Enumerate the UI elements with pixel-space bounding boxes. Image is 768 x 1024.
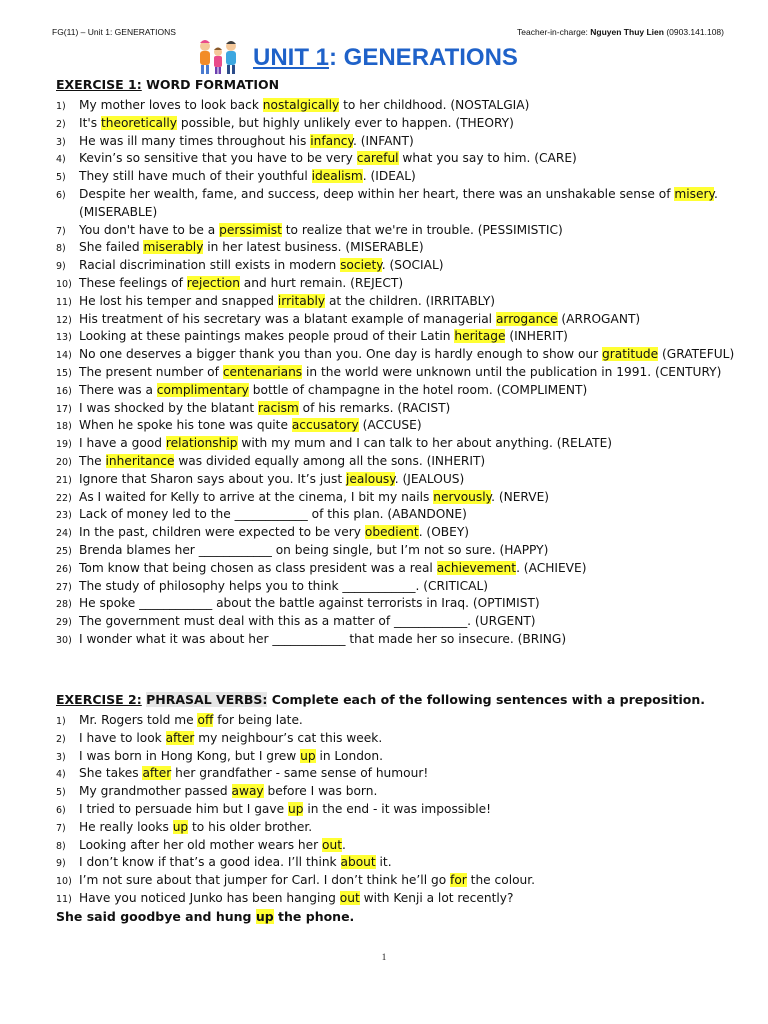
item-number: 10) — [56, 278, 72, 290]
item-number: 25) — [56, 545, 72, 557]
item-text: In the past, children were expected to be very — [79, 525, 365, 540]
item-text: She failed — [79, 240, 144, 255]
item-text: I’m not sure about that jumper for Carl. I don’t think he’ll go — [79, 873, 451, 888]
answer-highlight: heritage — [454, 329, 506, 344]
item-text: These feelings of — [79, 275, 187, 290]
item-number: 29) — [56, 617, 72, 629]
item-number: 4) — [56, 154, 66, 166]
item-text: at the children. (IRRITABLY) — [325, 293, 496, 308]
item-number: 18) — [56, 421, 72, 433]
list-item — [56, 275, 746, 293]
list-item — [56, 765, 746, 783]
list-item — [56, 506, 746, 524]
list-item — [56, 837, 746, 855]
item-text: The study of philosophy helps you to think ____________. (CRITICAL) — [79, 578, 489, 593]
exercise-2-heading: EXERCISE 2: PHRASAL VERBS: Complete each of the following sentences with a preposition. — [56, 692, 705, 707]
answer-highlight: nostalgically — [262, 98, 340, 112]
item-number: 4) — [56, 769, 66, 781]
item-number: 23) — [56, 510, 72, 522]
item-text: with Kenji a lot recently? — [359, 890, 514, 905]
item-text: before I was born. — [263, 784, 378, 799]
list-item — [56, 872, 746, 890]
item-text: . — [342, 837, 346, 852]
item-text: The — [79, 453, 106, 468]
list-item — [56, 150, 746, 168]
list-item — [56, 239, 746, 257]
answer-highlight: relationship — [165, 436, 238, 451]
header-teacher: Teacher-in-charge: Nguyen Thuy Lien (0903.141.108) — [517, 27, 724, 37]
item-number: 7) — [56, 225, 66, 237]
answer-highlight: up — [255, 909, 274, 924]
exercise-2-list — [56, 712, 746, 908]
list-item — [56, 854, 746, 872]
item-number: 1) — [56, 716, 66, 727]
page-number: 1 — [381, 952, 387, 962]
list-item — [56, 730, 746, 748]
item-text: Brenda blames her ____________ on being single, but I’m not so sure. (HAPPY) — [79, 542, 549, 557]
exercise-1-heading: EXERCISE 1: WORD FORMATION — [56, 77, 280, 92]
item-text: . (JEALOUS) — [394, 471, 465, 486]
item-number: 7) — [56, 822, 66, 834]
list-item — [56, 471, 746, 489]
item-number: 11) — [56, 296, 72, 308]
item-number: 19) — [56, 439, 72, 451]
item-text: . (MISERABLE) — [79, 186, 718, 219]
item-text: it. — [375, 855, 392, 870]
answer-highlight: idealism — [311, 169, 363, 184]
item-text: . (ACHIEVE) — [516, 560, 587, 575]
answer-highlight: nervously — [433, 489, 492, 504]
item-text: . (SOCIAL) — [381, 258, 444, 273]
answer-highlight: gratitude — [602, 347, 659, 362]
item-text: (ACCUSE) — [358, 418, 422, 433]
item-text: He was ill many times throughout his — [79, 133, 311, 148]
answer-highlight: out — [339, 890, 360, 905]
item-text: I was born in Hong Kong, but I grew — [79, 748, 301, 763]
answer-highlight: miserably — [143, 240, 204, 255]
item-text: possible, but highly unlikely ever to happen. (THEORY) — [176, 115, 514, 130]
answer-highlight: centenarians — [222, 364, 303, 379]
list-item — [56, 400, 746, 418]
item-text: with my mum and I can talk to her about anything. (RELATE) — [237, 436, 613, 451]
list-item — [56, 186, 746, 222]
item-number: 27) — [56, 581, 72, 593]
item-text: There was a — [79, 382, 157, 397]
list-item — [56, 613, 746, 631]
list-item — [56, 293, 746, 311]
item-text: in the end - it was impossible! — [303, 801, 492, 816]
list-item — [56, 524, 746, 542]
answer-highlight: off — [197, 713, 214, 727]
list-item — [56, 578, 746, 596]
item-text: was divided equally among all the sons. (INHERIT) — [174, 453, 486, 468]
item-text: Looking at these paintings makes people proud of their Latin — [79, 329, 455, 344]
answer-highlight: after — [165, 730, 195, 745]
item-number: 6) — [56, 804, 66, 816]
answer-highlight: racism — [258, 400, 299, 415]
item-text: bottle of champagne in the hotel room. (COMPLIMENT) — [248, 382, 588, 397]
item-number: 24) — [56, 528, 72, 540]
item-text: No one deserves a bigger thank you than you. One day is hardly enough to show our — [79, 347, 603, 362]
item-text: her grandfather - same sense of humour! — [171, 766, 429, 781]
item-number: 21) — [56, 474, 72, 486]
item-number: 13) — [56, 332, 72, 344]
item-number: 5) — [56, 787, 66, 799]
item-number: 9) — [56, 261, 66, 273]
item-text: my neighbour’s cat this week. — [194, 730, 383, 745]
list-item — [56, 819, 746, 837]
item-text: what you say to him. (CARE) — [398, 151, 577, 166]
item-text: You don't have to be a — [79, 222, 220, 237]
item-text: Looking after her old mother wears her — [79, 837, 323, 852]
item-number: 14) — [56, 350, 72, 362]
item-text: He really looks — [79, 819, 173, 834]
list-item — [56, 489, 746, 507]
list-item — [56, 560, 746, 578]
exercise-1-list — [56, 97, 746, 649]
list-item — [56, 222, 746, 240]
item-text: . (NERVE) — [491, 489, 550, 504]
final-sentence: She said goodbye and hung up the phone. — [56, 909, 355, 924]
item-text: It's — [79, 115, 101, 130]
item-text: in London. — [315, 748, 383, 763]
item-number: 6) — [56, 189, 66, 201]
list-item — [56, 382, 746, 400]
answer-highlight: accusatory — [291, 418, 359, 433]
list-item — [56, 328, 746, 346]
list-item — [56, 311, 746, 329]
item-number: 1) — [56, 101, 66, 112]
item-text: I was shocked by the blatant — [79, 400, 259, 415]
list-item — [56, 748, 746, 766]
answer-highlight: up — [300, 748, 316, 763]
list-item — [56, 257, 746, 275]
item-text: She takes — [79, 766, 143, 781]
item-text: They still have much of their youthful — [79, 169, 312, 184]
item-text: to his older brother. — [188, 819, 313, 834]
answer-highlight: irritably — [277, 293, 326, 308]
answer-highlight: up — [172, 819, 189, 834]
item-text: I don’t know if that’s a good idea. I’ll think — [79, 855, 341, 870]
answer-highlight: achievement — [436, 560, 517, 575]
item-number: 8) — [56, 243, 66, 255]
item-text: When he spoke his tone was quite — [79, 418, 292, 433]
item-number: 28) — [56, 599, 72, 611]
list-item — [56, 115, 746, 133]
list-item — [56, 712, 746, 730]
item-text: . (OBEY) — [418, 525, 470, 540]
item-number: 26) — [56, 563, 72, 575]
item-number: 3) — [56, 751, 66, 763]
list-item — [56, 631, 746, 649]
list-item — [56, 453, 746, 471]
answer-highlight: out — [322, 837, 342, 852]
answer-highlight: misery — [674, 186, 714, 201]
list-item — [56, 435, 746, 453]
item-text: The government must deal with this as a matter of ____________. (URGENT) — [79, 614, 536, 629]
item-number: 10) — [56, 876, 72, 888]
item-number: 9) — [56, 858, 66, 870]
item-text: Ignore that Sharon says about you. It’s just — [79, 471, 346, 486]
list-item — [56, 595, 746, 613]
item-text: and hurt remain. (REJECT) — [239, 275, 404, 290]
answer-highlight: obedient — [364, 525, 419, 540]
answer-highlight: careful — [356, 151, 399, 166]
answer-highlight: for — [450, 873, 467, 888]
item-text: to her childhood. (NOSTALGIA) — [339, 98, 530, 112]
answer-highlight: rejection — [186, 275, 240, 290]
item-text: to realize that we're in trouble. (PESSIMISTIC) — [281, 222, 563, 237]
item-text: My grandmother passed — [79, 784, 232, 799]
item-text: of his remarks. (RACIST) — [298, 400, 451, 415]
answer-highlight: perssimist — [219, 222, 282, 237]
item-text: in the world were unknown until the publication in 1991. (CENTURY) — [302, 364, 722, 379]
item-text: Mr. Rogers told me — [79, 713, 198, 727]
page-title: UNIT 1: GENERATIONS — [253, 44, 518, 71]
answer-highlight: jealousy — [346, 471, 395, 486]
item-text: Lack of money led to the ____________ of this plan. (ABANDONE) — [79, 507, 467, 522]
answer-highlight: arrogance — [495, 311, 558, 326]
answer-highlight: after — [142, 766, 172, 781]
item-text: I have a good — [79, 436, 166, 451]
list-item — [56, 542, 746, 560]
answer-highlight: up — [288, 801, 304, 816]
list-item — [56, 783, 746, 801]
item-text: As I waited for Kelly to arrive at the cinema, I bit my nails — [79, 489, 434, 504]
answer-highlight: about — [340, 855, 376, 870]
item-number: 8) — [56, 840, 66, 852]
answer-highlight: theoretically — [100, 115, 177, 130]
answer-highlight: complimentary — [156, 382, 249, 397]
list-item — [56, 364, 746, 382]
family-logo-icon — [196, 36, 240, 76]
item-number: 3) — [56, 136, 66, 148]
item-text: Tom know that being chosen as class president was a real — [79, 560, 437, 575]
answer-highlight: away — [231, 784, 264, 799]
item-text: (INHERIT) — [505, 329, 568, 344]
list-item — [56, 801, 746, 819]
item-number: 17) — [56, 403, 72, 415]
item-number: 15) — [56, 367, 72, 379]
item-text: (GRATEFUL) — [658, 347, 735, 362]
item-text: Racial discrimination still exists in modern — [79, 258, 341, 273]
list-item — [56, 97, 746, 115]
item-text: I have to look — [79, 730, 166, 745]
list-item — [56, 133, 746, 151]
item-text: He lost his temper and snapped — [79, 293, 278, 308]
answer-highlight: inheritance — [105, 453, 175, 468]
item-text: . (INFANT) — [352, 133, 414, 148]
item-number: 30) — [56, 634, 72, 646]
list-item — [56, 346, 746, 364]
item-number: 20) — [56, 456, 72, 468]
item-text: His treatment of his secretary was a blatant example of managerial — [79, 311, 496, 326]
answer-highlight: society — [340, 258, 382, 273]
item-number: 11) — [56, 893, 72, 905]
list-item — [56, 890, 746, 908]
header-course: FG(11) – Unit 1: GENERATIONS — [52, 27, 176, 37]
item-text: in her latest business. (MISERABLE) — [203, 240, 424, 255]
item-number: 16) — [56, 385, 72, 397]
item-text: Kevin’s so sensitive that you have to be very — [79, 151, 357, 166]
item-number: 22) — [56, 492, 72, 504]
item-number: 5) — [56, 172, 66, 184]
item-number: 2) — [56, 118, 66, 130]
item-text: the colour. — [466, 873, 536, 888]
answer-highlight: infancy — [310, 133, 353, 148]
item-text: I wonder what it was about her ____________ that made her so insecure. (BRING) — [79, 631, 567, 646]
item-text: The present number of — [79, 364, 223, 379]
item-text: Have you noticed Junko has been hanging — [79, 890, 340, 905]
item-text: (ARROGANT) — [557, 311, 641, 326]
item-text: My mother loves to look back — [79, 98, 263, 112]
item-text: . (IDEAL) — [362, 169, 416, 184]
item-number: 2) — [56, 733, 66, 745]
item-text: for being late. — [213, 713, 303, 727]
list-item — [56, 168, 746, 186]
item-text: I tried to persuade him but I gave — [79, 801, 288, 816]
item-text: He spoke ____________ about the battle against terrorists in Iraq. (OPTIMIST) — [79, 596, 540, 611]
item-number: 12) — [56, 314, 72, 326]
item-text: Despite her wealth, fame, and success, deep within her heart, there was an unshakable sense of — [79, 186, 675, 201]
list-item — [56, 417, 746, 435]
page-header — [52, 27, 724, 41]
